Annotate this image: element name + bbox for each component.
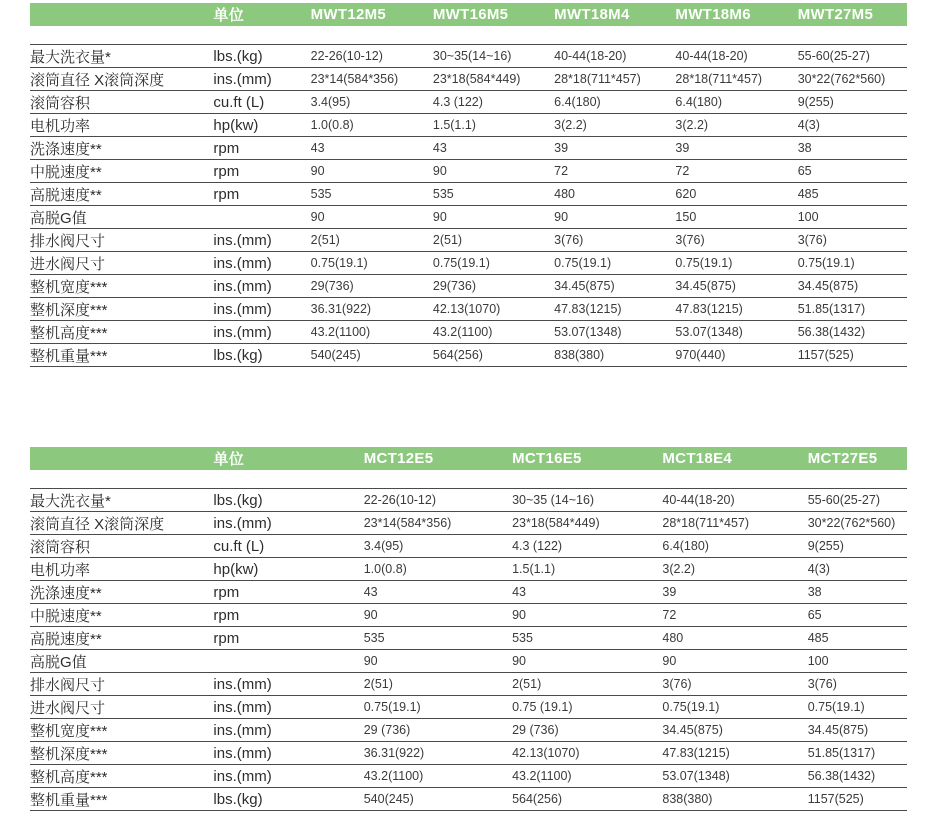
value-cell: 564(256) — [433, 344, 554, 367]
spec-row — [30, 719, 907, 742]
value-cell: 0.75 (19.1) — [512, 696, 662, 719]
value-cell: 51.85(1317) — [798, 298, 907, 321]
value-cell: 29(736) — [433, 275, 554, 298]
row-label: 洗涤速度** — [30, 137, 213, 160]
value-cell: 2(51) — [512, 673, 662, 696]
row-label: 电机功率 — [30, 114, 213, 137]
value-cell: 150 — [675, 206, 797, 229]
unit-cell: hp(kw) — [213, 114, 310, 137]
value-cell: 43 — [364, 581, 512, 604]
value-cell: 90 — [554, 206, 675, 229]
unit-cell: rpm — [213, 137, 310, 160]
model-column-header: MCT27E5 — [808, 447, 907, 470]
value-cell: 72 — [662, 604, 807, 627]
value-cell: 30~35(14~16) — [433, 45, 554, 68]
unit-cell: lbs.(kg) — [213, 344, 310, 367]
row-label: 中脱速度** — [30, 160, 213, 183]
unit-cell: ins.(mm) — [213, 765, 363, 788]
value-cell: 23*14(584*356) — [311, 68, 433, 91]
spec-row — [30, 160, 907, 183]
value-cell: 100 — [798, 206, 907, 229]
unit-cell: lbs.(kg) — [213, 45, 310, 68]
header-row — [30, 447, 907, 470]
value-cell: 0.75(19.1) — [662, 696, 807, 719]
value-cell: 90 — [311, 206, 433, 229]
value-cell: 34.45(875) — [662, 719, 807, 742]
value-cell: 43.2(1100) — [512, 765, 662, 788]
spec-row — [30, 765, 907, 788]
spec-row — [30, 535, 907, 558]
spec-row — [30, 229, 907, 252]
value-cell: 42.13(1070) — [512, 742, 662, 765]
value-cell: 51.85(1317) — [808, 742, 907, 765]
value-cell: 30*22(762*560) — [808, 512, 907, 535]
row-label: 整机宽度*** — [30, 275, 213, 298]
row-label: 滚筒直径 X滚筒深度 — [30, 68, 213, 91]
spec-row — [30, 252, 907, 275]
value-cell: 3(2.2) — [662, 558, 807, 581]
spec-row — [30, 91, 907, 114]
value-cell: 535 — [512, 627, 662, 650]
unit-cell: ins.(mm) — [213, 696, 363, 719]
value-cell: 90 — [364, 604, 512, 627]
model-column-header: MWT18M4 — [554, 3, 675, 26]
corner-cell — [30, 447, 213, 470]
value-cell: 22-26(10-12) — [364, 489, 512, 512]
model-column-header: MWT27M5 — [798, 3, 907, 26]
value-cell: 4(3) — [808, 558, 907, 581]
value-cell: 2(51) — [311, 229, 433, 252]
row-label: 整机高度*** — [30, 765, 213, 788]
unit-cell: lbs.(kg) — [213, 489, 363, 512]
row-label: 整机重量*** — [30, 788, 213, 811]
value-cell: 22-26(10-12) — [311, 45, 433, 68]
value-cell: 100 — [808, 650, 907, 673]
value-cell: 485 — [808, 627, 907, 650]
spec-row — [30, 558, 907, 581]
unit-cell: rpm — [213, 581, 363, 604]
value-cell: 38 — [808, 581, 907, 604]
unit-cell: cu.ft (L) — [213, 91, 310, 114]
row-label: 整机深度*** — [30, 298, 213, 321]
row-label: 整机宽度*** — [30, 719, 213, 742]
unit-cell: ins.(mm) — [213, 298, 310, 321]
row-label: 洗涤速度** — [30, 581, 213, 604]
value-cell: 39 — [554, 137, 675, 160]
value-cell: 29 (736) — [512, 719, 662, 742]
value-cell: 28*18(711*457) — [662, 512, 807, 535]
spec-row — [30, 68, 907, 91]
row-label: 滚筒容积 — [30, 91, 213, 114]
value-cell: 540(245) — [311, 344, 433, 367]
value-cell: 9(255) — [808, 535, 907, 558]
value-cell: 23*18(584*449) — [512, 512, 662, 535]
unit-cell: rpm — [213, 604, 363, 627]
row-label: 整机深度*** — [30, 742, 213, 765]
value-cell: 1.0(0.8) — [364, 558, 512, 581]
row-label: 滚筒容积 — [30, 535, 213, 558]
unit-cell: rpm — [213, 160, 310, 183]
value-cell: 535 — [433, 183, 554, 206]
value-cell: 6.4(180) — [675, 91, 797, 114]
value-cell: 72 — [554, 160, 675, 183]
spec-row — [30, 604, 907, 627]
spec-row — [30, 114, 907, 137]
value-cell: 90 — [433, 160, 554, 183]
value-cell: 34.45(875) — [798, 275, 907, 298]
value-cell: 1157(525) — [808, 788, 907, 811]
value-cell: 39 — [662, 581, 807, 604]
value-cell: 23*18(584*449) — [433, 68, 554, 91]
value-cell: 72 — [675, 160, 797, 183]
row-label: 进水阀尺寸 — [30, 696, 213, 719]
unit-cell: rpm — [213, 627, 363, 650]
value-cell: 53.07(1348) — [554, 321, 675, 344]
spec-row — [30, 489, 907, 512]
row-label: 滚筒直径 X滚筒深度 — [30, 512, 213, 535]
value-cell: 90 — [311, 160, 433, 183]
value-cell: 1.5(1.1) — [512, 558, 662, 581]
unit-cell: ins.(mm) — [213, 252, 310, 275]
unit-cell: ins.(mm) — [213, 229, 310, 252]
model-column-header: MWT12M5 — [311, 3, 433, 26]
spec-row — [30, 581, 907, 604]
spec-row — [30, 673, 907, 696]
value-cell: 4.3 (122) — [512, 535, 662, 558]
value-cell: 29 (736) — [364, 719, 512, 742]
value-cell: 3(2.2) — [554, 114, 675, 137]
value-cell: 3(76) — [554, 229, 675, 252]
row-label: 整机重量*** — [30, 344, 213, 367]
value-cell: 480 — [662, 627, 807, 650]
unit-cell: ins.(mm) — [213, 321, 310, 344]
value-cell: 540(245) — [364, 788, 512, 811]
value-cell: 43.2(1100) — [311, 321, 433, 344]
value-cell: 42.13(1070) — [433, 298, 554, 321]
value-cell: 47.83(1215) — [675, 298, 797, 321]
spec-row — [30, 788, 907, 811]
value-cell: 39 — [675, 137, 797, 160]
row-label: 排水阀尺寸 — [30, 673, 213, 696]
value-cell: 36.31(922) — [311, 298, 433, 321]
unit-column-header: 单位 — [213, 447, 363, 470]
spec-row — [30, 137, 907, 160]
value-cell: 3.4(95) — [311, 91, 433, 114]
row-label: 高脱G值 — [30, 206, 213, 229]
value-cell: 40-44(18-20) — [675, 45, 797, 68]
value-cell: 43.2(1100) — [364, 765, 512, 788]
value-cell: 1.0(0.8) — [311, 114, 433, 137]
value-cell: 65 — [808, 604, 907, 627]
value-cell: 620 — [675, 183, 797, 206]
spec-row — [30, 344, 907, 367]
mct-spec-table — [30, 447, 907, 811]
spec-row — [30, 650, 907, 673]
model-column-header: MCT12E5 — [364, 447, 512, 470]
value-cell: 53.07(1348) — [662, 765, 807, 788]
value-cell: 28*18(711*457) — [554, 68, 675, 91]
value-cell: 3(76) — [808, 673, 907, 696]
value-cell: 65 — [798, 160, 907, 183]
value-cell: 29(736) — [311, 275, 433, 298]
value-cell: 4.3 (122) — [433, 91, 554, 114]
spec-grid — [30, 447, 907, 811]
mwt-spec-table — [30, 3, 907, 367]
row-label: 高脱速度** — [30, 183, 213, 206]
row-label: 高脱速度** — [30, 627, 213, 650]
value-cell: 0.75(19.1) — [675, 252, 797, 275]
value-cell: 40-44(18-20) — [662, 489, 807, 512]
unit-cell: ins.(mm) — [213, 719, 363, 742]
unit-cell — [213, 206, 310, 229]
value-cell: 47.83(1215) — [554, 298, 675, 321]
value-cell: 3.4(95) — [364, 535, 512, 558]
value-cell: 30*22(762*560) — [798, 68, 907, 91]
value-cell: 34.45(875) — [554, 275, 675, 298]
value-cell: 2(51) — [364, 673, 512, 696]
row-label: 整机高度*** — [30, 321, 213, 344]
value-cell: 47.83(1215) — [662, 742, 807, 765]
value-cell: 480 — [554, 183, 675, 206]
value-cell: 970(440) — [675, 344, 797, 367]
spec-grid — [30, 3, 907, 367]
value-cell: 1.5(1.1) — [433, 114, 554, 137]
value-cell: 838(380) — [554, 344, 675, 367]
model-column-header: MWT16M5 — [433, 3, 554, 26]
unit-cell: cu.ft (L) — [213, 535, 363, 558]
value-cell: 4(3) — [798, 114, 907, 137]
value-cell: 56.38(1432) — [808, 765, 907, 788]
value-cell: 28*18(711*457) — [675, 68, 797, 91]
unit-cell: ins.(mm) — [213, 512, 363, 535]
value-cell: 3(2.2) — [675, 114, 797, 137]
unit-column-header: 单位 — [213, 3, 310, 26]
value-cell: 90 — [364, 650, 512, 673]
value-cell: 43 — [433, 137, 554, 160]
value-cell: 43 — [512, 581, 662, 604]
row-label: 最大洗衣量* — [30, 489, 213, 512]
spec-row — [30, 298, 907, 321]
spec-row — [30, 512, 907, 535]
value-cell: 56.38(1432) — [798, 321, 907, 344]
value-cell: 40-44(18-20) — [554, 45, 675, 68]
value-cell: 564(256) — [512, 788, 662, 811]
header-gap — [30, 470, 907, 489]
value-cell: 3(76) — [675, 229, 797, 252]
value-cell: 34.45(875) — [675, 275, 797, 298]
unit-cell: lbs.(kg) — [213, 788, 363, 811]
row-label: 中脱速度** — [30, 604, 213, 627]
value-cell: 38 — [798, 137, 907, 160]
value-cell: 90 — [512, 604, 662, 627]
value-cell: 0.75(19.1) — [433, 252, 554, 275]
unit-cell: ins.(mm) — [213, 742, 363, 765]
value-cell: 53.07(1348) — [675, 321, 797, 344]
spec-row — [30, 321, 907, 344]
value-cell: 0.75(19.1) — [554, 252, 675, 275]
row-label: 进水阀尺寸 — [30, 252, 213, 275]
model-column-header: MWT18M6 — [675, 3, 797, 26]
value-cell: 0.75(19.1) — [808, 696, 907, 719]
value-cell: 0.75(19.1) — [798, 252, 907, 275]
row-label: 电机功率 — [30, 558, 213, 581]
value-cell: 34.45(875) — [808, 719, 907, 742]
header-gap — [30, 26, 907, 45]
value-cell: 535 — [364, 627, 512, 650]
value-cell: 90 — [433, 206, 554, 229]
header-row — [30, 3, 907, 26]
spec-row — [30, 183, 907, 206]
unit-cell: hp(kw) — [213, 558, 363, 581]
value-cell: 36.31(922) — [364, 742, 512, 765]
value-cell: 90 — [662, 650, 807, 673]
value-cell: 485 — [798, 183, 907, 206]
value-cell: 6.4(180) — [554, 91, 675, 114]
unit-cell — [213, 650, 363, 673]
value-cell: 3(76) — [798, 229, 907, 252]
value-cell: 0.75(19.1) — [364, 696, 512, 719]
spec-row — [30, 696, 907, 719]
value-cell: 838(380) — [662, 788, 807, 811]
value-cell: 0.75(19.1) — [311, 252, 433, 275]
unit-cell: ins.(mm) — [213, 275, 310, 298]
row-label: 最大洗衣量* — [30, 45, 213, 68]
value-cell: 30~35 (14~16) — [512, 489, 662, 512]
model-column-header: MCT16E5 — [512, 447, 662, 470]
value-cell: 55-60(25-27) — [798, 45, 907, 68]
value-cell: 3(76) — [662, 673, 807, 696]
value-cell: 43 — [311, 137, 433, 160]
value-cell: 2(51) — [433, 229, 554, 252]
spec-row — [30, 206, 907, 229]
spec-row — [30, 45, 907, 68]
row-label: 高脱G值 — [30, 650, 213, 673]
corner-cell — [30, 3, 213, 26]
spec-row — [30, 627, 907, 650]
value-cell: 90 — [512, 650, 662, 673]
value-cell: 43.2(1100) — [433, 321, 554, 344]
model-column-header: MCT18E4 — [662, 447, 807, 470]
value-cell: 23*14(584*356) — [364, 512, 512, 535]
unit-cell: rpm — [213, 183, 310, 206]
unit-cell: ins.(mm) — [213, 68, 310, 91]
row-label: 排水阀尺寸 — [30, 229, 213, 252]
value-cell: 6.4(180) — [662, 535, 807, 558]
value-cell: 55-60(25-27) — [808, 489, 907, 512]
unit-cell: ins.(mm) — [213, 673, 363, 696]
spec-row — [30, 742, 907, 765]
value-cell: 9(255) — [798, 91, 907, 114]
value-cell: 535 — [311, 183, 433, 206]
value-cell: 1157(525) — [798, 344, 907, 367]
spec-row — [30, 275, 907, 298]
